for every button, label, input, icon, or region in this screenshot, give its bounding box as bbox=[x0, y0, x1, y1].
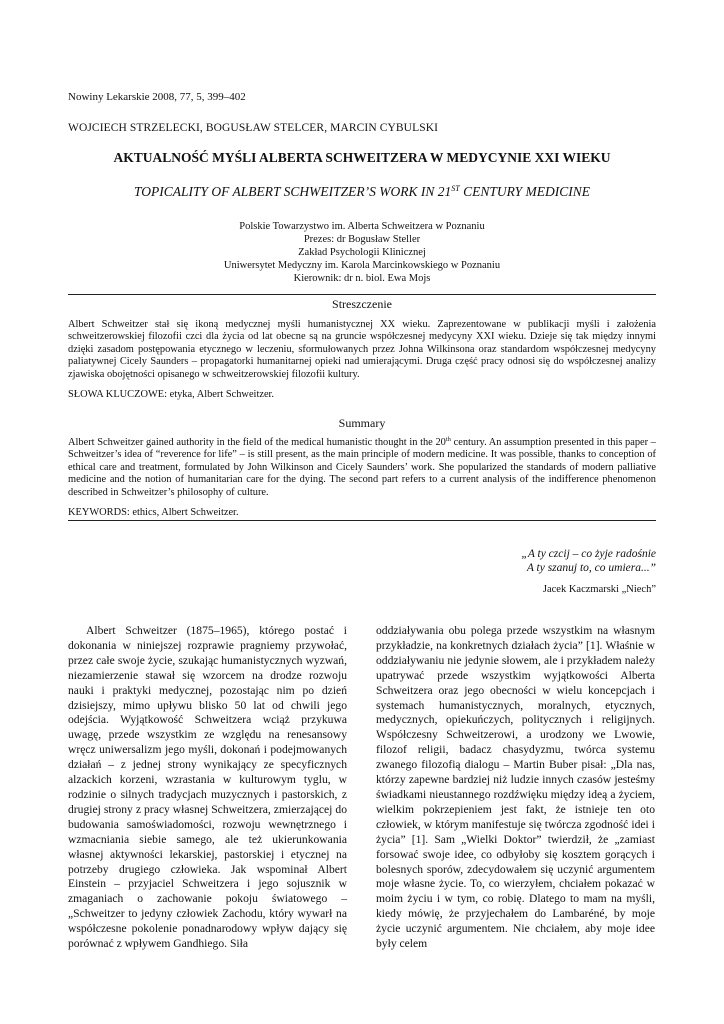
motto-source: Jacek Kaczmarski „Niech” bbox=[542, 584, 656, 595]
author-list: WOJCIECH STRZELECKI, BOGUSŁAW STELCER, MARCIN CYBULSKI bbox=[68, 122, 439, 134]
streszczenie-keywords: SŁOWA KLUCZOWE: etyka, Albert Schweitzer. bbox=[68, 389, 275, 400]
title-english bbox=[68, 184, 656, 200]
summary-text-rest: century. An assumption presented in this paper – Schweitzer’s idea of “reverence for life” – is still present, as the main principle of modern medicine. It was possible, thanks to conception of ethical care and treatment, formulated by John Wilkinson and Cicely Saunders’ work. She popularized the standards of modern palliative medicine and the notion of humanitarian care for the dying. The second part refers to a current analysis of the indifference phenomenon described in Schweitzer’s philosophy of culture. bbox=[68, 437, 656, 498]
title-english-end: CENTURY MEDICINE bbox=[459, 184, 590, 199]
affiliation-line: Kierownik: dr n. biol. Ewa Mojs bbox=[293, 273, 431, 284]
affiliation-block bbox=[68, 220, 656, 285]
title-polish: AKTUALNOŚĆ MYŚLI ALBERTA SCHWEITZERA W MEDYCYNIE XXI WIEKU bbox=[113, 150, 611, 165]
affiliation-line: Polskie Towarzystwo im. Alberta Schweitzera w Poznaniu bbox=[239, 221, 485, 232]
streszczenie-text: Albert Schweitzer stał się ikoną medycznej myśli humanistycznej XX wieku. Zaprezentowane w publikacji myśli i założenia schweitzerowskiej filozofii czci dla życia od lat obecne są na gruncie współczesnej medycyny XXI wieku. Dzieje się tak między innymi dzięki zasadom postępowania etycznego w leczeniu, sformułowanych przez Johna Wilkinsona oraz standardom współczesnej medycyny paliatywnej Cicely Saunders – propagatorki humanitarnej opieki nad umierającymi. Druga część pracy odnosi się do współczesnej analizy zjawiska obojętności opisanego w schweitzerowskiej filozofii kultury. bbox=[68, 319, 656, 380]
affiliation-line: Prezes: dr Bogusław Steller bbox=[303, 234, 421, 245]
streszczenie-heading: Streszczenie bbox=[332, 297, 392, 311]
body-column-right: oddziaływania obu polega przede wszystkim na własnym przykładzie, na konkretnych działach życia” [1]. Właśnie w oddziaływaniu nie jedynie słowem, ale i przykładem należy upatrywać przede wszystkim wyjątkowości Alberta Schweitzera oraz jego obecności w wielu koncepcjach i systemach humanistycznych, moralnych, etycznych, medycznych, opiekuńczych, politycznych i religijnych. Współczesny Schweitzerowi, a urodzony we Lwowie, filozof religii, badacz chasydyzmu, twórca systemu zwanego filozofią dialogu – Martin Buber pisał: „Dla nas, którzy zapewne bardziej niż ludzie innych czasów jesteśmy świadkami nieustannego rozdźwięku między ideą a życiem, wielkim pokrzepieniem jest fakt, że istnieje ten oto człowiek, w którym manifestuje się twórcza zgodność idei i życia” [1]. Sam „Wielki Doktor” twierdził, że „zamiast forsować swoje idee, co odbyłoby się kosztem gorących i bolesnych sporów, zdecydowałem się uczynić argumentem moje własne życie. To, co wierzyłem, chciałem pokazać w moim życiu i w tym, co robię. Dlatego to mam na myśli, kiedy mówię, że przyjechałem do Lambaréné, by moje życie uczynić argumentem. Nie chciałem, aby moje idee były celem bbox=[376, 624, 655, 951]
summary-text bbox=[68, 437, 656, 499]
summary-keywords: KEYWORDS: ethics, Albert Schweitzer. bbox=[68, 507, 239, 518]
motto-line: A ty szanuj to, co umiera...” bbox=[526, 562, 656, 574]
title-english-superscript: ST bbox=[451, 184, 460, 193]
summary-heading: Summary bbox=[338, 416, 386, 430]
affiliation-line: Zakład Psychologii Klinicznej bbox=[298, 247, 426, 258]
summary-text-start: Albert Schweitzer gained authority in the field of the medical humanistic thought in the 20 bbox=[68, 437, 446, 448]
summary-superscript: th bbox=[445, 436, 451, 443]
section-divider-bottom bbox=[68, 520, 656, 521]
title-english-main: TOPICALITY OF ALBERT SCHWEITZER’S WORK IN 21 bbox=[134, 184, 452, 199]
section-divider-top bbox=[68, 294, 656, 295]
motto-quote bbox=[521, 547, 656, 575]
body-column-left: Albert Schweitzer (1875–1965), którego postać i dokonania w niniejszej rozprawie pragniemy przywołać, przez całe swoje życie, szukając humanistycznych wyzwań, niezamierzenie stawał się wzorcem na drodze rozwoju nauki i praktyki medycznej, pozostając nim po dzień dzisiejszy, mimo upływu blisko 50 lat od chwili jego odejścia. Wyjątkowość Schweitzera wciąż przykuwa uwagę, przede wszystkim ze względu na renesansowy wręcz uniwersalizm jego myśli, dokonań i podejmowanych działań – z jednej strony wynikający ze specyficznych alzackich korzeni, wzrastania w kulturowym tyglu, w rodzinie o silnych tradycjach muzycznych i pastorskich, z drugiej strony z pracy własnej Schweitzera, zmierzającej do budowania samoświadomości, rozwoju wewnętrznego i wzmacniania siebie samego, ale też ukierunkowania własnej aktywności lekarskiej, pastorskiej i etycznej na potrzeby drugiego człowieka. Jak wspominał Albert Einstein – przyjaciel Schweitzera i jego sojusznik w zmaganiach o zachowanie pokoju światowego – „Schweitzer to jedyny człowiek Zachodu, który wywarł na współczesne pokolenie ponadnarodowy wpływ dający się porównać z wpływem Gandhiego. Siła bbox=[68, 624, 347, 951]
journal-reference: Nowiny Lekarskie 2008, 77, 5, 399–402 bbox=[68, 91, 246, 103]
affiliation-line: Uniwersytet Medyczny im. Karola Marcinkowskiego w Poznaniu bbox=[223, 260, 501, 271]
motto-line: „A ty czcij – co żyje radośnie bbox=[521, 548, 656, 560]
